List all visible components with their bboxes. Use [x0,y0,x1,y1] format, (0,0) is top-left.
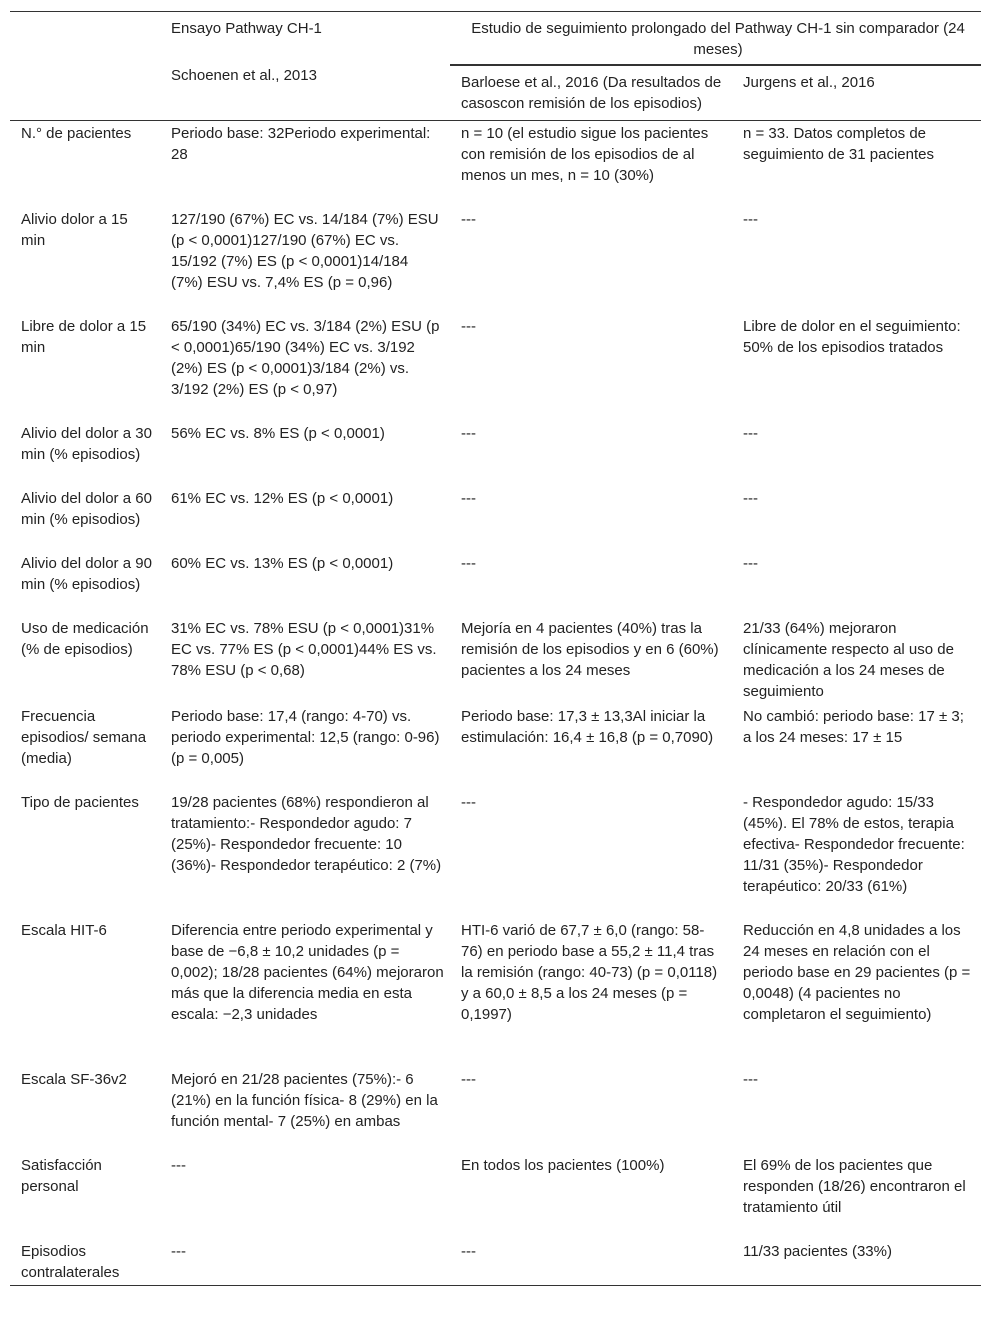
table-cell: --- [461,554,476,572]
table-cell: Periodo base: 17,4 (rango: 4-70) vs. periodo experimental: 12,5 (rango: 0-96) (p = 0,005) [171,707,440,767]
header-followup-study: Estudio de seguimiento prolongado del Pathway CH-1 sin comparador (24 meses) [471,20,965,58]
table-cell: Diferencia entre periodo experimental y base de −6,8 ± 10,2 unidades (p = 0,002); 18/28 pacientes (64%) mejoraron más que la diferencia media en esta escala: −2,3 unidades [171,921,444,1023]
table-row [10,790,981,918]
table-cell: Mejoró en 21/28 pacientes (75%):- 6 (21%) en la función física- 8 (29%) en la función mental- 7 (25%) en ambas [171,1070,438,1130]
table-row [10,314,981,421]
table-cell: --- [743,210,758,228]
header-schoenen: Schoenen et al., 2013 [171,67,317,84]
table-cell: --- [743,489,758,507]
table-cell: --- [171,1156,186,1174]
header-barloese: Barloese et al., 2016 (Da resultados de casoscon remisión de los episodios) [450,65,732,121]
table-cell: Periodo base: 17,3 ± 13,3Al iniciar la estimulación: 16,4 ± 16,8 (p = 0,7090) [461,707,714,746]
table-cell: --- [461,424,476,442]
table-row [10,704,981,790]
row-label: Alivio dolor a 15 min [21,210,128,249]
table-cell: --- [461,1242,476,1260]
table-cell: Mejoría en 4 pacientes (40%) tras la remisión de los episodios y en 6 (60%) pacientes a los 24 meses [461,619,719,679]
table-cell: --- [461,210,476,228]
row-label: Frecuencia episodios/ semana (media) [21,707,147,767]
table-row [10,421,981,486]
row-label: Tipo de pacientes [21,793,139,811]
row-label: Episodios contralaterales [21,1242,120,1281]
table-cell: --- [461,489,476,507]
row-label: N.° de pacientes [21,125,132,142]
header-row-top [10,12,981,66]
row-label: Alivio del dolor a 60 min (% episodios) [21,489,152,528]
header-jurgens: Jurgens et al., 2016 [732,65,981,121]
row-label: Escala SF-36v2 [21,1070,127,1088]
table-row [10,121,981,207]
comparison-table [10,11,981,1286]
table-cell: 19/28 pacientes (68%) respondieron al tratamiento:- Respondedor agudo: 7 (25%)- Respondedor frecuente: 10 (36%)- Respondedor terapéutico: 2 (7%) [171,793,442,874]
table-cell: Reducción en 4,8 unidades a los 24 meses en relación con el periodo base en 29 pacientes (p = 0,0048) (4 pacientes no completaron el seguimiento) [743,921,971,1023]
table-row [10,1153,981,1239]
table-row [10,1067,981,1153]
row-label: Escala HIT-6 [21,921,107,939]
table-cell: --- [171,1242,186,1260]
table-cell: HTI-6 varió de 67,7 ± 6,0 (rango: 58-76) en periodo base a 55,2 ± 11,4 tras la remisión (rango: 40-73) (p = 0,0118) y a 60,0 ± 8,5 a los 24 meses (p = 0,1997) [461,921,718,1023]
row-label: Satisfacción personal [21,1156,102,1195]
table-row [10,918,981,1067]
row-label: Uso de medicación (% de episodios) [21,619,149,658]
table-cell: 61% EC vs. 12% ES (p < 0,0001) [171,489,394,507]
row-label: Alivio del dolor a 90 min (% episodios) [21,554,152,593]
table-row [10,486,981,551]
table-cell: --- [743,1070,758,1088]
table-cell: El 69% de los pacientes que responden (18/26) encontraron el tratamiento útil [743,1156,966,1216]
table-cell: En todos los pacientes (100%) [461,1156,665,1174]
header-empty-cell [10,12,160,121]
table-cell: - Respondedor agudo: 15/33 (45%). El 78% de estos, terapia efectiva- Respondedor frecuente: 11/31 (35%)- Respondedor terapéutico: 20/33 (61%) [743,793,965,895]
table-cell: --- [743,424,758,442]
table-cell: n = 10 (el estudio sigue los pacientes con remisión de los episodios de al menos un mes, n = 10 (30%) [461,125,709,184]
table-cell: 11/33 pacientes (33%) [743,1242,892,1260]
table-row [10,1239,981,1286]
table-row [10,551,981,616]
header-pathway-trial: Ensayo Pathway CH-1 [171,20,322,37]
table-cell: --- [461,317,476,335]
table-row [10,616,981,704]
table-cell: 127/190 (67%) EC vs. 14/184 (7%) ESU (p < 0,0001)127/190 (67%) EC vs. 15/192 (7%) ES (p < 0,0001)14/184 (7%) ESU vs. 7,4% ES (p = 0,96) [171,210,439,291]
table-cell: n = 33. Datos completos de seguimiento de 31 pacientes [743,125,934,163]
table-cell: --- [461,1070,476,1088]
table-cell: Periodo base: 32Periodo experimental: 28 [171,125,431,163]
table-cell: 56% EC vs. 8% ES (p < 0,0001) [171,424,385,442]
table-cell: No cambió: periodo base: 17 ± 3; a los 24 meses: 17 ± 15 [743,707,964,746]
table-cell: --- [461,793,476,811]
row-label: Libre de dolor a 15 min [21,317,147,356]
table-cell: 21/33 (64%) mejoraron clínicamente respecto al uso de medicación a los 24 meses de seguimiento [743,619,954,700]
table-cell: 65/190 (34%) EC vs. 3/184 (2%) ESU (p < 0,0001)65/190 (34%) EC vs. 3/192 (2%) ES (p < 0,0001)3/184 (2%) vs. 3/192 (2%) ES (p < 0,97) [171,317,440,398]
row-label: Alivio del dolor a 30 min (% episodios) [21,424,152,463]
table-cell: Libre de dolor en el seguimiento: 50% de los episodios tratados [743,317,961,356]
table-cell: 31% EC vs. 78% ESU (p < 0,0001)31% EC vs. 77% ES (p < 0,0001)44% ES vs. 78% ESU (p < 0,68) [171,619,437,679]
table-cell: --- [743,554,758,572]
table-cell: 60% EC vs. 13% ES (p < 0,0001) [171,554,394,572]
table-row [10,207,981,314]
